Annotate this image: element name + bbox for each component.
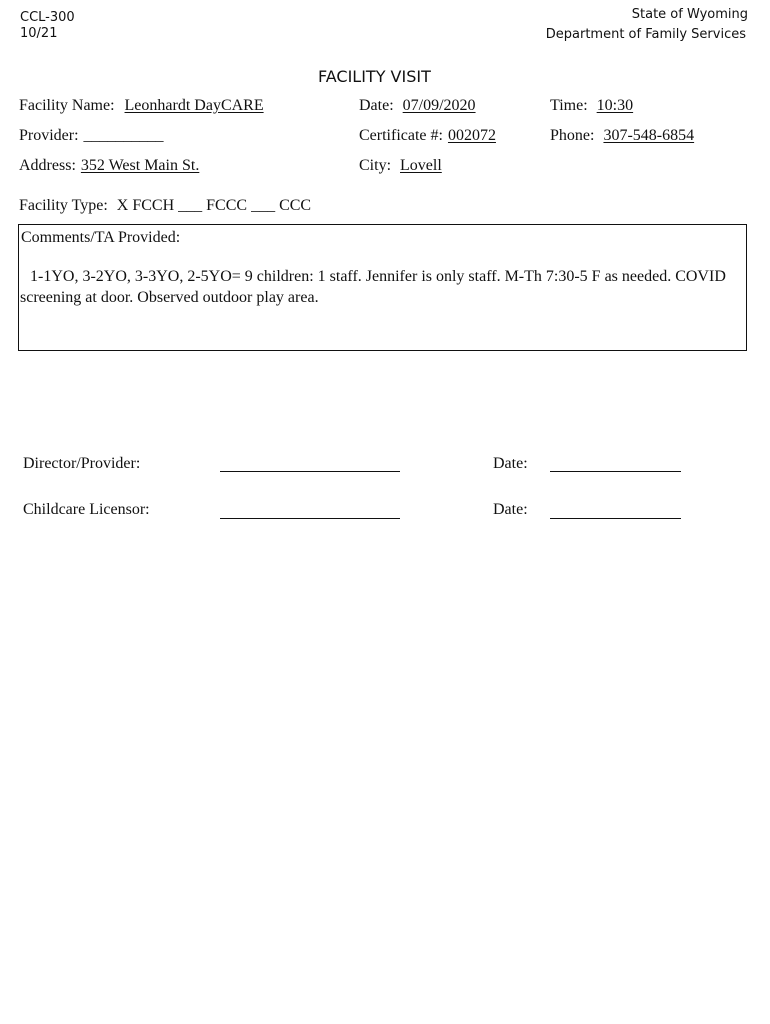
address-label: Address: [19,157,76,174]
comments-text: 1-1YO, 3-2YO, 3-3YO, 2-5YO= 9 children: 1 staff. Jennifer is only staff. M-Th 7:30-5 F as needed. COVID screening at door. Observed outdoor play area. [20,268,726,306]
form-code: CCL-300 [20,10,75,25]
facility-type-label: Facility Type: [19,197,108,214]
licensor-date-line [550,518,681,519]
visit-date-value: 07/09/2020 [402,97,476,114]
page-title: FACILITY VISIT [318,67,431,86]
provider-field [19,127,164,145]
facility-type-options: X FCCH ___ FCCC ___ CCC [116,197,312,214]
certificate-label: Certificate #: [359,127,443,144]
provider-label: Provider: [19,127,79,144]
city-label: City: [359,157,392,174]
certificate-value: 002072 [447,127,496,144]
visit-time-label: Time: [550,97,588,114]
phone-value: 307-548-6854 [603,127,695,144]
comments-label: Comments/TA Provided: [21,229,181,246]
address-value: 352 West Main St. [80,157,200,174]
department-name: Department of Family Services [545,27,746,42]
visit-time-field [550,97,633,115]
facility-name-label: Facility Name: [19,97,115,114]
phone-label: Phone: [550,127,595,144]
phone-field [550,127,694,145]
certificate-field [359,127,496,145]
director-signature-line [220,471,400,472]
visit-date-field [359,97,476,115]
address-field [19,157,199,175]
form-revision-date: 10/21 [20,26,58,41]
visit-date-label: Date: [359,97,394,114]
licensor-date-label: Date: [493,501,528,518]
childcare-licensor-label: Childcare Licensor: [23,501,150,518]
director-date-label: Date: [493,455,528,472]
provider-value: __________ [83,127,164,144]
director-provider-label: Director/Provider: [23,455,141,472]
city-field [359,157,442,175]
state-name: State of Wyoming [631,7,748,22]
comments-box [18,224,747,351]
facility-name-field [19,97,264,115]
facility-type-field [19,197,311,215]
city-value: Lovell [400,157,442,174]
director-date-line [550,471,681,472]
facility-name-value: Leonhardt DayCARE [124,97,264,114]
visit-time-value: 10:30 [596,97,634,114]
licensor-signature-line [220,518,400,519]
